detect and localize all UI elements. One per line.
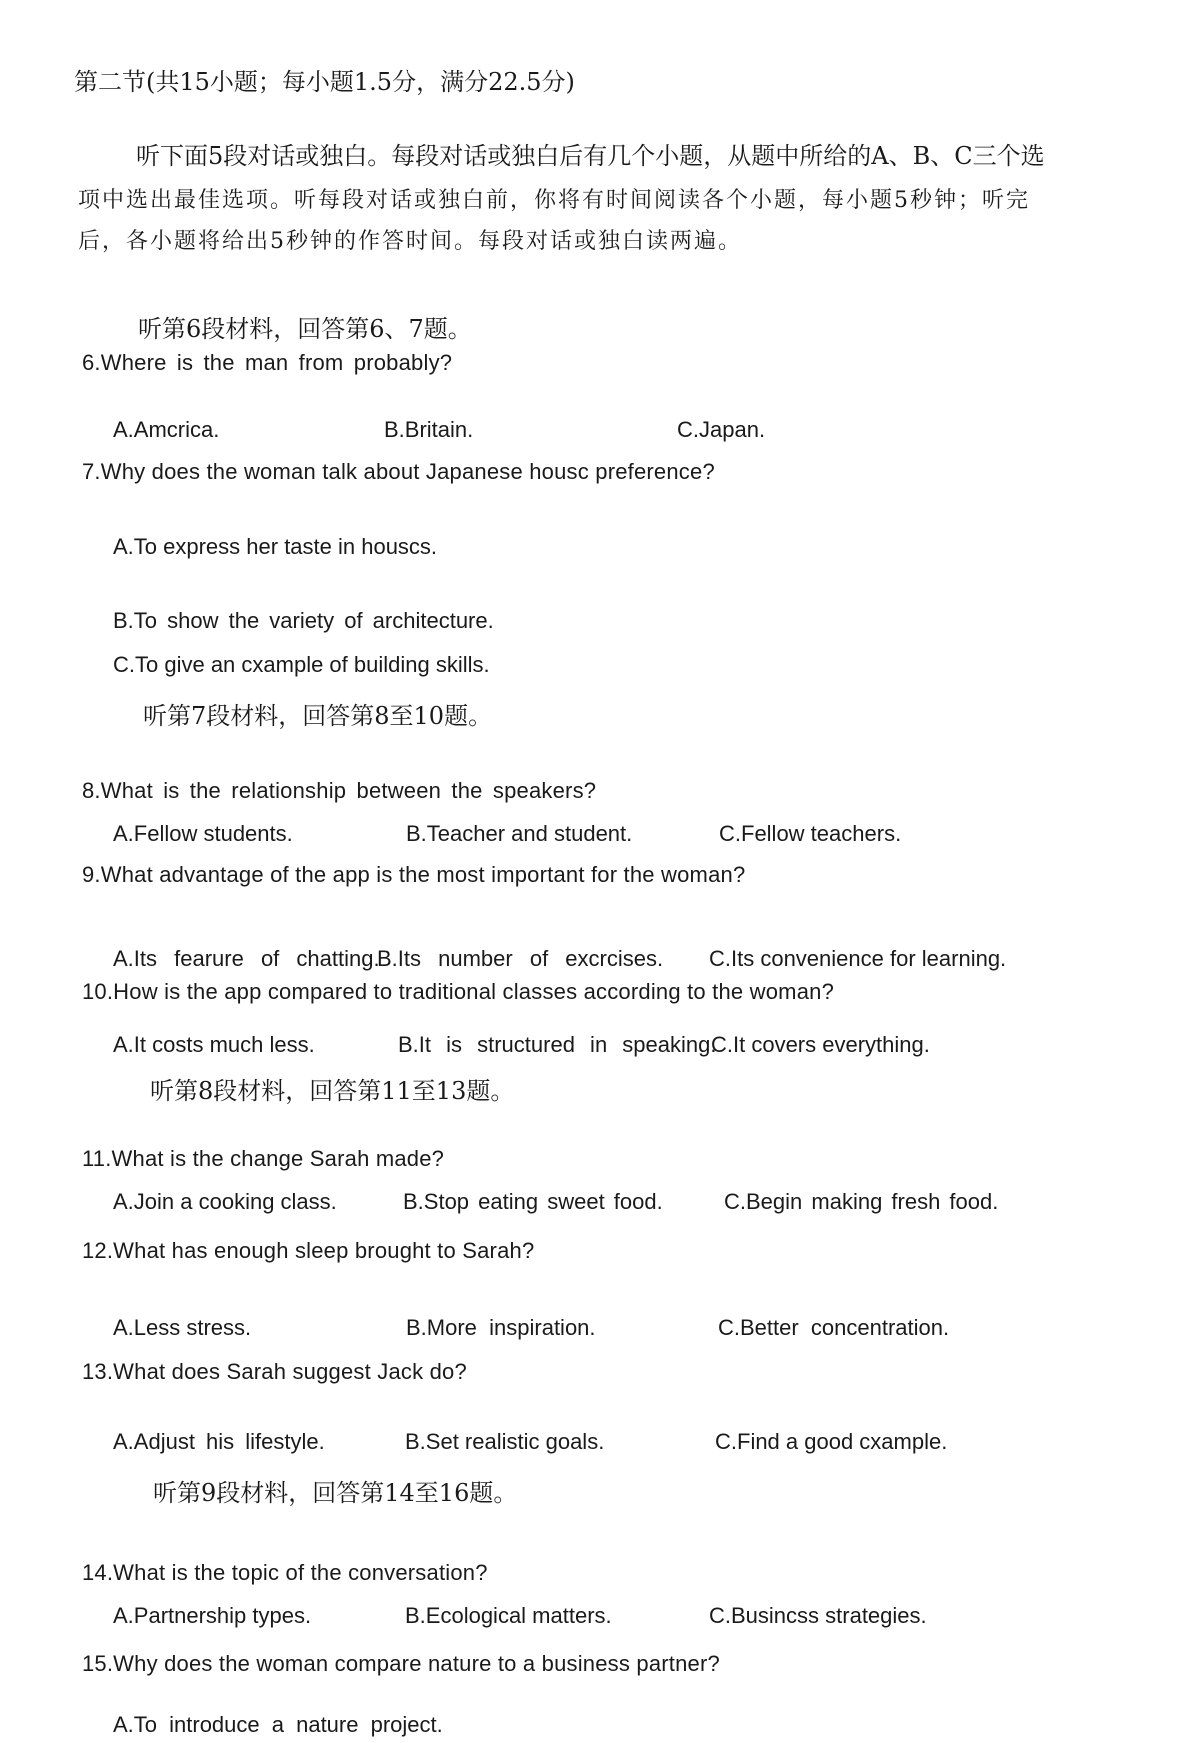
segment-heading: 听第8段材料，回答第11至13题。 <box>150 1077 515 1105</box>
question-stem: 10.How is the app compared to traditional classes according to the woman? <box>82 979 835 1004</box>
segment-heading: 听第6段材料，回答第6、7题。 <box>138 315 472 343</box>
segment-heading: 听第9段材料，回答第14至16题。 <box>153 1479 518 1507</box>
option-a: A.Amcrica. <box>113 417 220 442</box>
question-stem: 12.What has enough sleep brought to Sarah? <box>82 1238 535 1263</box>
question-stem: 9.What advantage of the app is the most important for the woman? <box>82 862 746 887</box>
option-c: C.Its convenience for learning. <box>709 946 1007 971</box>
option-a: A.To introduce a nature project. <box>113 1712 443 1737</box>
instructions-line-2: 项中选出最佳选项。听每段对话或独白前，你将有时间阅读各个小题，每小题5秒钟；听完 <box>78 188 1030 213</box>
option-c: C.Begin making fresh food. <box>724 1189 999 1214</box>
option-b: B.Britain. <box>384 417 474 442</box>
option-a: A.It costs much less. <box>113 1032 315 1057</box>
section-title: 第二节(共15小题；每小题1.5分，满分22.5分) <box>74 68 575 96</box>
question-stem: 8.What is the relationship between the speakers? <box>82 778 597 803</box>
segment-heading: 听第7段材料，回答第8至10题。 <box>143 702 493 730</box>
option-c: C.Better concentration. <box>718 1315 950 1340</box>
question-stem: 11.What is the change Sarah made? <box>82 1146 445 1171</box>
option-b: B.Stop eating sweet food. <box>403 1189 663 1214</box>
question-stem: 15.Why does the woman compare nature to a business partner? <box>82 1651 720 1676</box>
option-b: B.Set realistic goals. <box>405 1429 605 1454</box>
option-c: C.To give an cxample of building skills. <box>113 652 490 677</box>
option-b: B.To show the variety of architecture. <box>113 608 494 633</box>
option-c: C.It covers everything. <box>711 1032 930 1057</box>
option-a: A.Join a cooking class. <box>113 1189 337 1214</box>
question-stem: 6.Where is the man from probably? <box>82 350 453 375</box>
option-a: A.Fellow students. <box>113 821 293 846</box>
option-b: B.Ecological matters. <box>405 1603 612 1628</box>
option-c: C.Busincss strategies. <box>709 1603 927 1628</box>
option-a: A.Partnership types. <box>113 1603 312 1628</box>
question-stem: 7.Why does the woman talk about Japanese housc preference? <box>82 459 715 484</box>
option-a: A.Its fearure of chatting. <box>113 946 380 971</box>
option-a: A.Adjust his lifestyle. <box>113 1429 325 1454</box>
option-c: C.Find a good cxample. <box>715 1429 948 1454</box>
option-c: C.Japan. <box>677 417 766 442</box>
option-b: B.More inspiration. <box>406 1315 596 1340</box>
question-stem: 14.What is the topic of the conversation? <box>82 1560 488 1585</box>
instructions-line-1: 听下面5段对话或独白。每段对话或独白后有几个小题，从题中所给的A、B、C三个选 <box>136 142 1045 170</box>
instructions-line-3: 后，各小题将给出5秒钟的作答时间。每段对话或独白读两遍。 <box>78 229 742 254</box>
option-a: A.Less stress. <box>113 1315 252 1340</box>
option-b: B.Teacher and student. <box>406 821 633 846</box>
option-b: B.It is structured in speaking. <box>398 1032 717 1057</box>
option-a: A.To express her taste in houscs. <box>113 534 438 559</box>
question-stem: 13.What does Sarah suggest Jack do? <box>82 1359 467 1384</box>
option-b: B.Its number of excrcises. <box>377 946 664 971</box>
option-c: C.Fellow teachers. <box>719 821 902 846</box>
